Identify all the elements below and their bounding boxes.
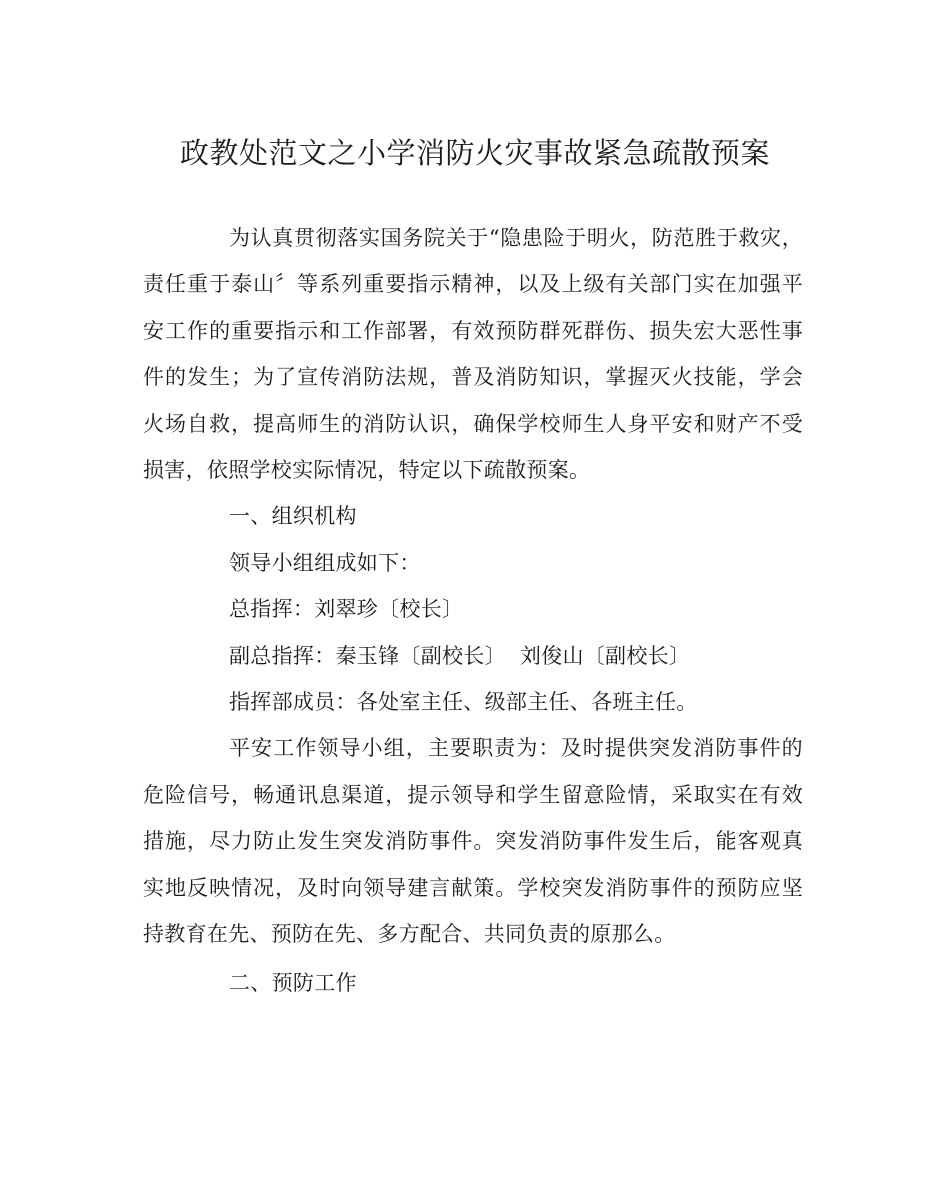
- section-heading-organization: 一、组织机构: [229, 504, 357, 529]
- duty-paragraph: 平安工作领导小组，主要职责为：及时提供突发消防事件的危险信号，畅通讯息渠道，提示领导和学生留意险情，采取实在有效措施，尽力防止发生突发消防事件。突发消防事件发生后，能客观真实地反映情况，及时向领导建言献策。学校突发消防事件的预防应坚持教育在先、预防在先、多方配合、共同负责的原那么。: [143, 736, 803, 947]
- members-line: 指挥部成员：各处室主任、级部主任、各班主任。: [229, 690, 698, 715]
- document-title: 政教处范文之小学消防火灾事故紧急疏散预案: [179, 136, 770, 170]
- leadership-intro: 领导小组组成如下：: [229, 550, 421, 575]
- commander-line: 总指挥：刘翠珍〔校长〕: [229, 597, 464, 622]
- intro-paragraph: 为认真贯彻落实国务院关于“隐患险于明火，防范胜于救灾，责任重于泰山〞等系列重要指示精神，以及上级有关部门实在加强平安工作的重要指示和工作部署，有效预防群死群伤、损失宏大恶性事件的发生；为了宣传消防法规，普及消防知识，掌握灭火技能，学会火场自救，提高师生的消防认识，确保学校师生人身平安和财产不受损害，依照学校实际情况，特定以下疏散预案。: [143, 226, 803, 483]
- document-body: [143, 215, 803, 1006]
- section-heading-prevention: 二、预防工作: [229, 970, 357, 995]
- deputy-commander-line: 副总指挥：秦玉锋〔副校长〕 刘俊山〔副校长〕: [229, 643, 691, 668]
